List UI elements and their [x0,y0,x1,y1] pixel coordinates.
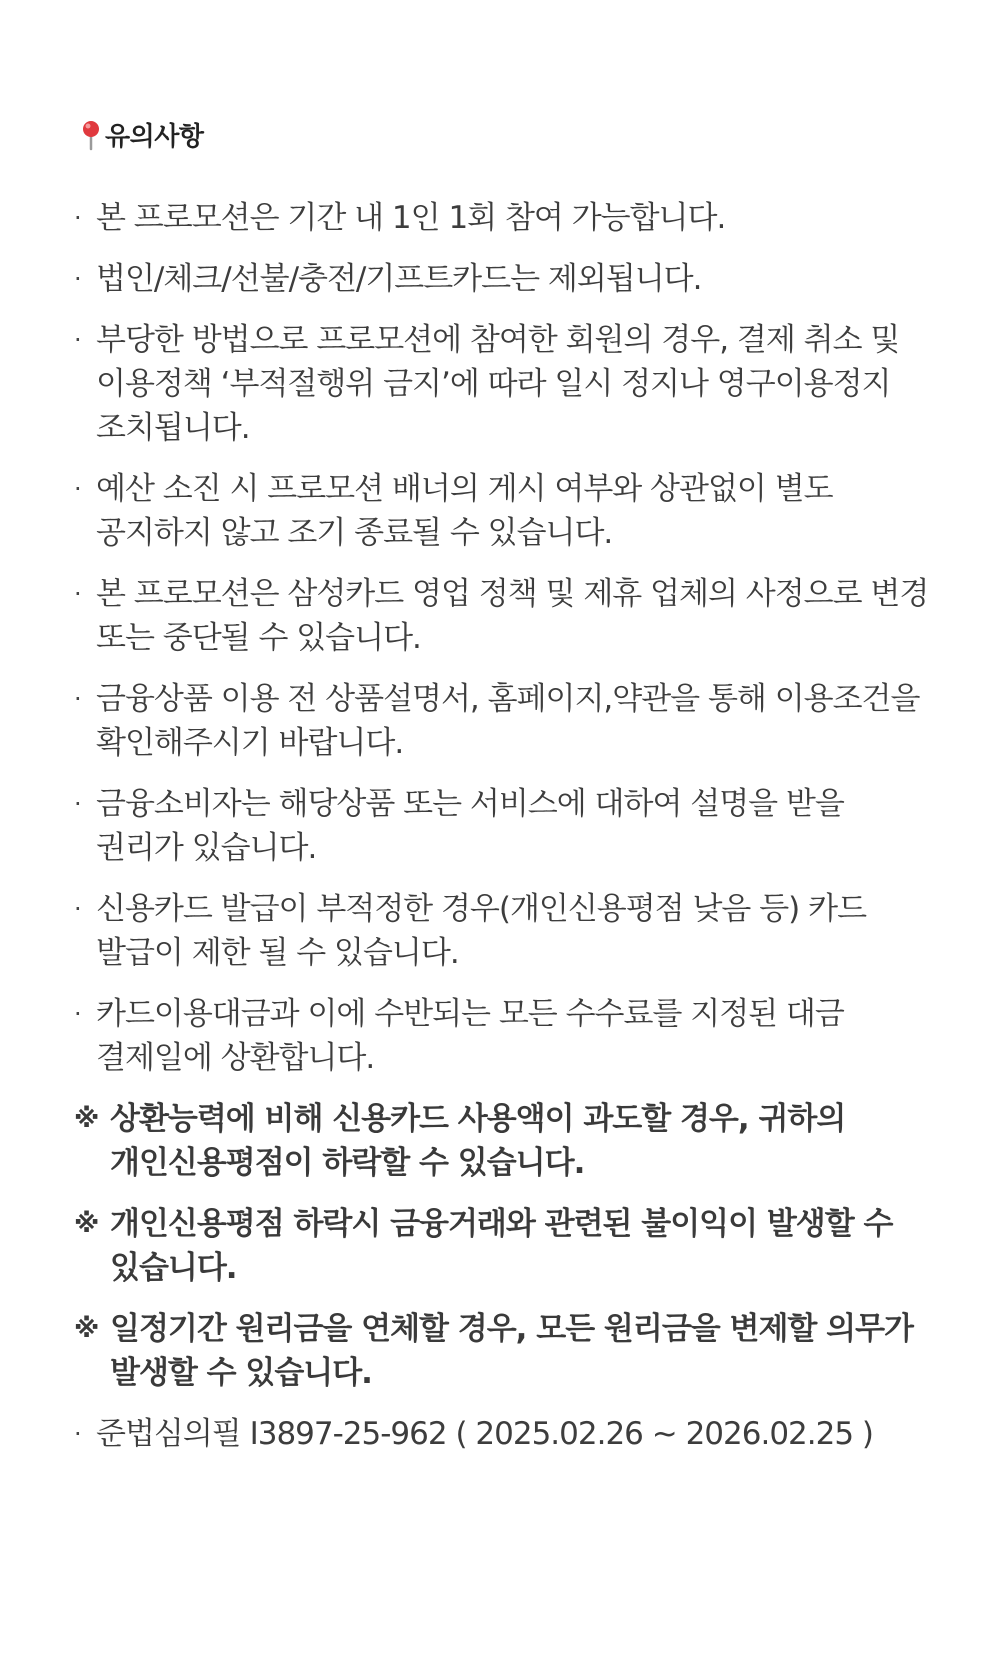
bullet-marker: · [74,1000,81,1028]
warning-text: 개인신용평점 하락시 금융거래와 관련된 불이익이 발생할 수 있습니다. [110,1206,893,1286]
reference-mark-icon: ※ [74,1209,99,1239]
notice-item [74,318,934,450]
warning-item [74,1202,934,1290]
compliance-text: 준법심의필 I3897-25-962 ( 2025.02.26 ~ 2026.02.25 ) [96,1416,874,1452]
reference-mark-icon: ※ [74,1104,99,1134]
warning-text: 일정기간 원리금을 연체할 경우, 모든 원리금을 변제할 의무가 발생할 수 있습니다. [110,1311,913,1391]
notice-text: 본 프로모션은 기간 내 1인 1회 참여 가능합니다. [96,200,726,236]
warning-text: 상환능력에 비해 신용카드 사용액이 과도할 경우, 귀하의 개인신용평점이 하락할 수 있습니다. [110,1101,846,1181]
notice-item [74,572,934,660]
bullet-marker: · [74,895,81,923]
notice-text: 부당한 방법으로 프로모션에 참여한 회원의 경우, 결제 취소 및 이용정책 ‘부적절행위 금지’에 따라 일시 정지나 영구이용정지 조치됩니다. [96,322,900,446]
notice-text: 카드이용대금과 이에 수반되는 모든 수수료를 지정된 대금 결제일에 상환합니다. [96,996,844,1076]
warning-item [74,1097,934,1185]
pin-icon [80,119,102,151]
bullet-marker: · [74,265,81,293]
reference-mark-icon: ※ [74,1314,99,1344]
bullet-marker: · [74,685,81,713]
compliance-notice [74,1412,934,1456]
bullet-marker: · [74,1420,81,1448]
notice-list [74,196,934,1473]
bullet-marker: · [74,790,81,818]
warning-item [74,1307,934,1395]
bullet-marker: · [74,475,81,503]
notice-item [74,196,934,240]
section-title: 유의사항 [105,122,204,152]
notice-item [74,992,934,1080]
notice-text: 금융상품 이용 전 상품설명서, 홈페이지,약관을 통해 이용조건을 확인해주시기 바랍니다. [96,681,920,761]
section-header [80,116,203,153]
notice-text: 신용카드 발급이 부적정한 경우(개인신용평점 낮음 등) 카드 발급이 제한 될 수 있습니다. [96,891,867,971]
bullet-marker: · [74,204,81,232]
notice-item [74,257,934,301]
notice-item [74,887,934,975]
notice-text: 법인/체크/선불/충전/기프트카드는 제외됩니다. [96,261,702,297]
notice-item [74,782,934,870]
notice-item [74,677,934,765]
notice-item [74,467,934,555]
bullet-marker: · [74,326,81,354]
notice-text: 금융소비자는 해당상품 또는 서비스에 대하여 설명을 받을 권리가 있습니다. [96,786,844,866]
notice-text: 예산 소진 시 프로모션 배너의 게시 여부와 상관없이 별도 공지하지 않고 조기 종료될 수 있습니다. [96,471,833,551]
notice-text: 본 프로모션은 삼성카드 영업 정책 및 제휴 업체의 사정으로 변경 또는 중단될 수 있습니다. [96,576,929,656]
bullet-marker: · [74,580,81,608]
